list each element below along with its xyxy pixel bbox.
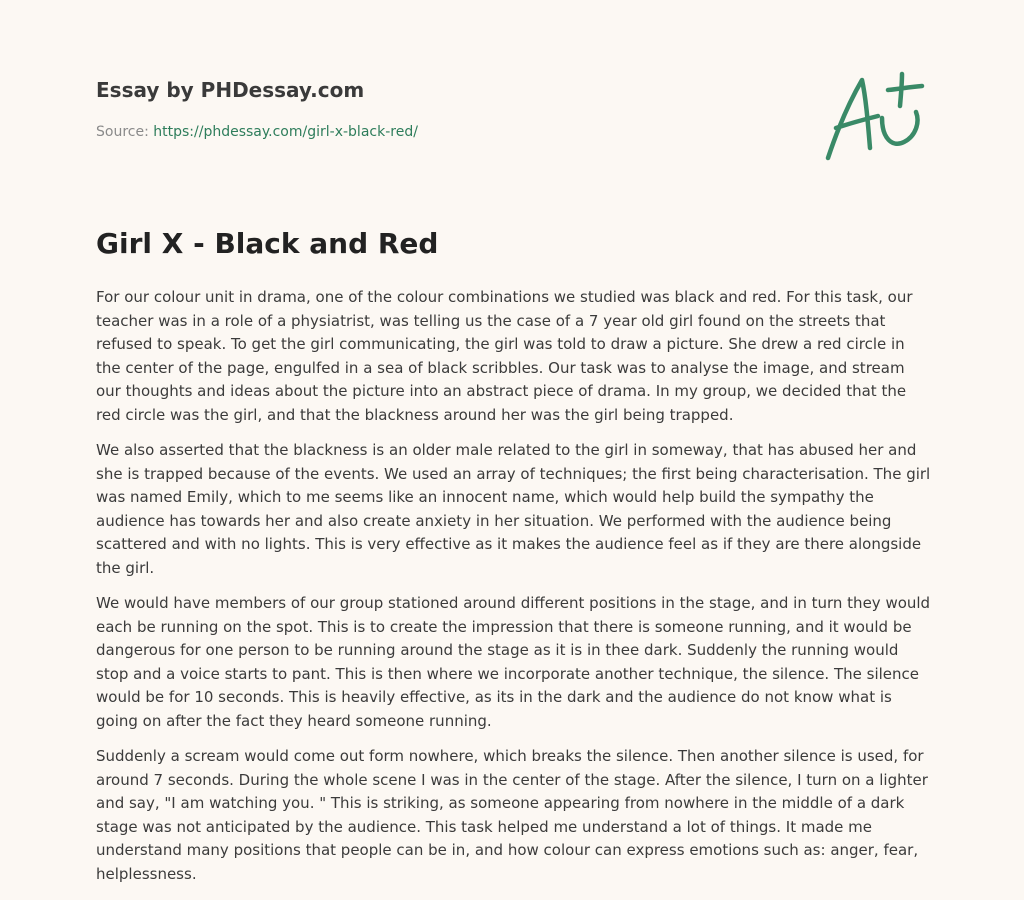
source-line xyxy=(96,123,928,141)
a-plus-grade-icon xyxy=(822,68,932,168)
essay-paragraph: We also asserted that the blackness is an older male related to the girl in someway, that has abused her and she is trapped because of the events. We used an array of techniques; the first being characterisation. The girl was named Emily, which to me seems like an innocent name, which would help build the sympathy the audience has towards her and also create anxiety in her situation. We performed with the audience being scattered and with no lights. This is very effective as it makes the audience feel as if they are there alongside the girl. xyxy=(96,441,931,577)
essay-title: Girl X - Black and Red xyxy=(96,227,439,260)
essay-paragraph: For our colour unit in drama, one of the colour combinations we studied was black and red. For this task, our teacher was in a role of a physiatrist, was telling us the case of a 7 year old girl found on the streets that refused to speak. To get the girl communicating, the girl was told to draw a picture. She drew a red circle in the center of the page, engulfed in a sea of black scribbles. Our task was to analyse the image, and stream our thoughts and ideas about the picture into an abstract piece of drama. In my group, we decided that the red circle was the girl, and that the blackness around her was the girl being trapped. xyxy=(96,288,913,424)
source-link[interactable]: https://phdessay.com/girl-x-black-red/ xyxy=(153,124,418,140)
essay-header xyxy=(96,77,928,141)
site-title: Essay by PHDessay.com xyxy=(96,78,365,102)
essay-paragraph: We would have members of our group stationed around different positions in the stage, and in turn they would each be running on the spot. This is to create the impression that there is someone running, and it would be dangerous for one person to be running around the stage as it is in thee dark. Suddenly the running would stop and a voice starts to pant. This is then where we incorporate another technique, the silence. The silence would be for 10 seconds. This is heavily effective, as its in the dark and the audience do not know what is going on after the fact they heard someone running. xyxy=(96,594,931,730)
source-label: Source: xyxy=(96,124,154,140)
a-plus-logo-svg xyxy=(822,68,932,168)
essay-paragraph: Suddenly a scream would come out form nowhere, which breaks the silence. Then another silence is used, for around 7 seconds. During the whole scene I was in the center of the stage. After the silence, I turn on a lighter and say, "I am watching you. " This is striking, as someone appearing from nowhere in the middle of a dark stage was not anticipated by the audience. This task helped me understand a lot of things. It made me understand many positions that people can be in, and how colour can express emotions such as: anger, fear, helplessness. xyxy=(96,747,928,883)
essay-body xyxy=(96,286,932,898)
